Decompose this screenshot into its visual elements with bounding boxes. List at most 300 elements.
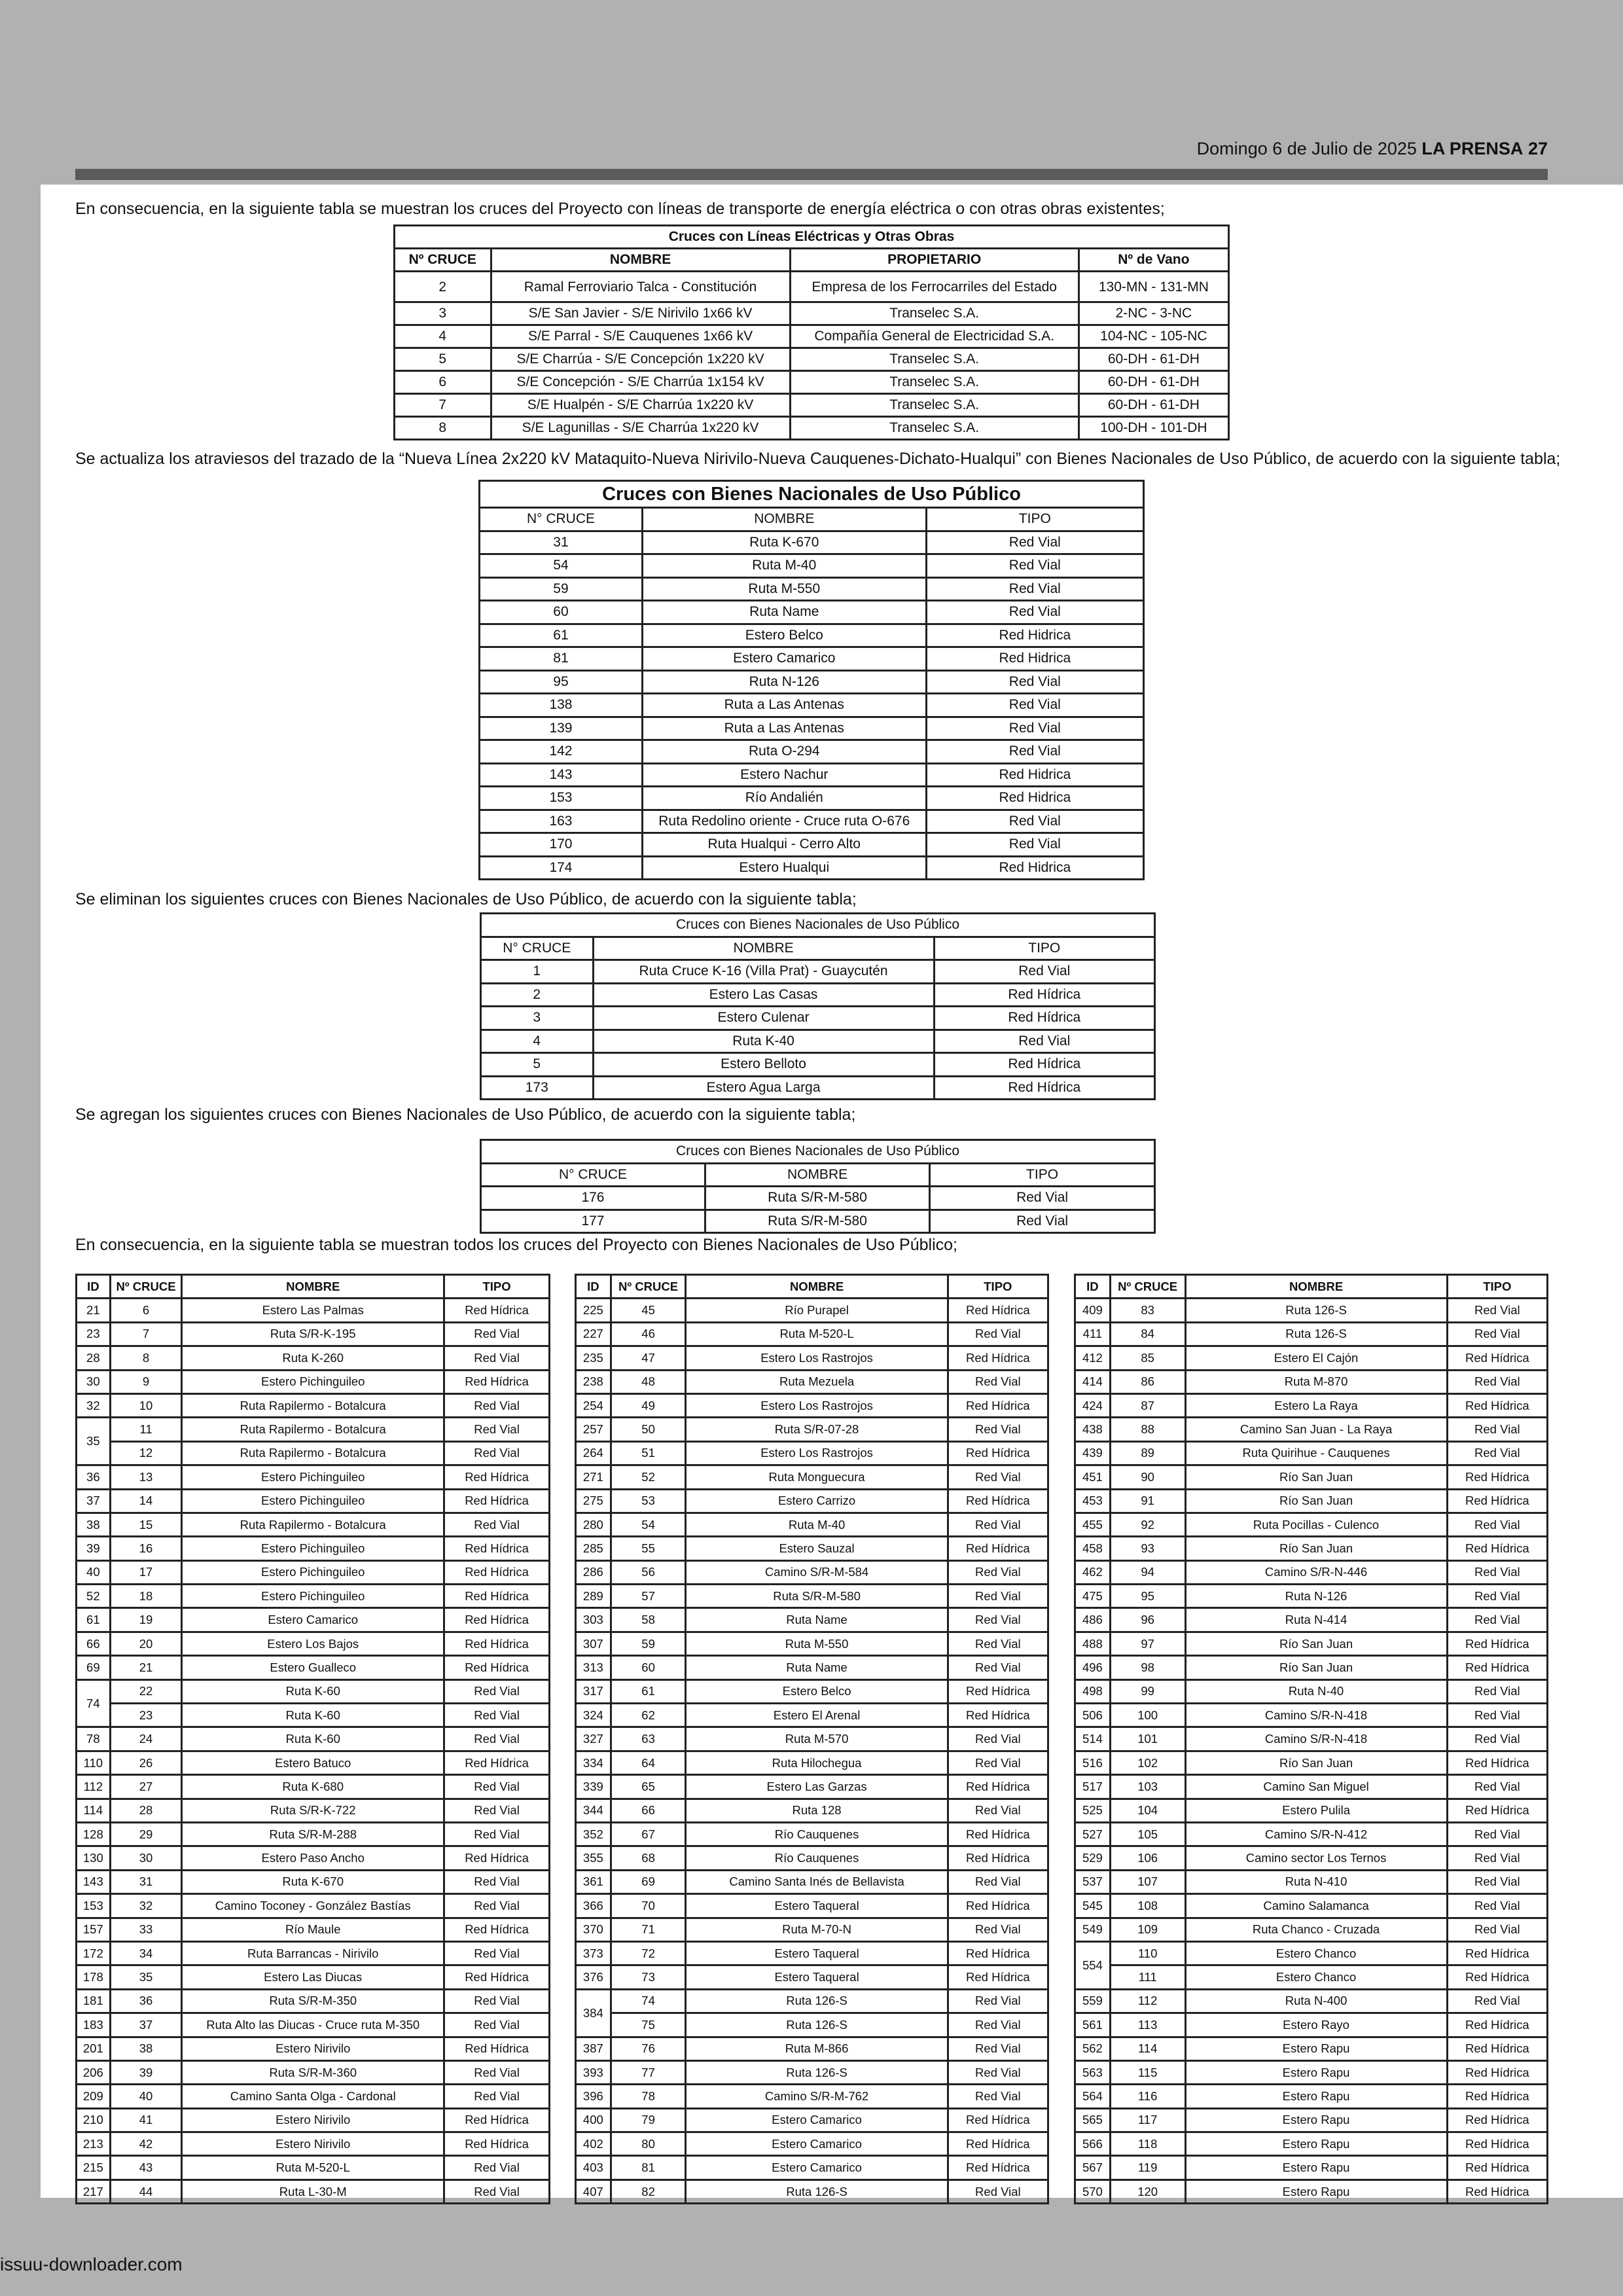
table-cell: Red Hidrica xyxy=(926,624,1143,647)
table-cell: Red Vial xyxy=(948,2013,1048,2037)
table-row xyxy=(480,670,1144,694)
table-cell: 43 xyxy=(110,2156,182,2179)
table-cell: 56 xyxy=(611,1560,686,1584)
table-cell: Red Hídrica xyxy=(444,1632,550,1655)
header-paper: LA PRENSA xyxy=(1421,139,1524,158)
table-cell: 17 xyxy=(110,1560,182,1584)
table-row xyxy=(77,1393,550,1417)
table-cell: 128 xyxy=(77,1822,111,1846)
table-cell: Transelec S.A. xyxy=(790,417,1079,440)
table-cell: 6 xyxy=(110,1299,182,1322)
table-cell: 5 xyxy=(395,348,491,371)
table-row xyxy=(1075,2179,1548,2203)
table-cell: Red Hidrica xyxy=(926,856,1143,880)
table-cell: Ruta N-414 xyxy=(1185,1608,1447,1632)
table-cell: 451 xyxy=(1075,1465,1111,1489)
table-cell: 139 xyxy=(480,717,643,740)
table-cell: 77 xyxy=(611,2060,686,2084)
column-header: NOMBRE xyxy=(593,937,934,960)
table-cell: Estero Las Diucas xyxy=(182,1965,444,1989)
table-cell: 257 xyxy=(576,1418,611,1441)
table-cell: 170 xyxy=(480,833,643,857)
table-cell: 72 xyxy=(611,1941,686,1965)
table-cell: 84 xyxy=(1110,1322,1185,1346)
table-cell: 57 xyxy=(611,1585,686,1608)
table-row xyxy=(1075,2060,1548,2084)
table-row xyxy=(77,1918,550,1941)
table-cell: 81 xyxy=(480,647,643,671)
table-cell: Estero Nachur xyxy=(642,763,926,787)
table-row xyxy=(77,2060,550,2084)
table-cell: 55 xyxy=(611,1537,686,1560)
table-cell: 18 xyxy=(110,1585,182,1608)
table-cell: 39 xyxy=(77,1537,111,1560)
table-row xyxy=(395,302,1229,325)
table-cell: 109 xyxy=(1110,1918,1185,1941)
table-cell: 153 xyxy=(77,1894,111,1918)
table-cell: Ruta S/R-M-288 xyxy=(182,1822,444,1846)
table-cell: 307 xyxy=(576,1632,611,1655)
table-cell: Camino S/R-N-446 xyxy=(1185,1560,1447,1584)
table-cell: Red Vial xyxy=(1447,1585,1547,1608)
table-all-crossings-part-2 xyxy=(575,1274,1049,2204)
table-cell: 529 xyxy=(1075,1846,1111,1870)
table-cell: Empresa de los Ferrocarriles del Estado xyxy=(790,272,1079,302)
table-cell: 95 xyxy=(480,670,643,694)
table-cell: Red Hídrica xyxy=(1447,1393,1547,1417)
table-removed-crossings xyxy=(480,912,1156,1100)
table-cell: 153 xyxy=(480,787,643,810)
table-row xyxy=(481,1053,1155,1077)
table-cell: 41 xyxy=(110,2108,182,2132)
table-cell: 400 xyxy=(576,2108,611,2132)
table-cell: Estero Taqueral xyxy=(686,1965,948,1989)
table-cell: Red Vial xyxy=(444,2156,550,2179)
table-cell: S/E Charrúa - S/E Concepción 1x220 kV xyxy=(491,348,790,371)
table-cell: Red Vial xyxy=(926,833,1143,857)
table-cell: Estero El Arenal xyxy=(686,1704,948,1727)
table-cell: Ruta Hilochegua xyxy=(686,1751,948,1774)
table-cell: 54 xyxy=(480,554,643,578)
table-cell: 81 xyxy=(611,2156,686,2179)
table-cell: 83 xyxy=(1110,1299,1185,1322)
table-cell: Estero Belco xyxy=(642,624,926,647)
watermark-text: issuu-downloader.com xyxy=(0,2254,183,2274)
table-cell: Red Vial xyxy=(444,1513,550,1536)
table-cell: Estero Nirivilo xyxy=(182,2037,444,2060)
table-cell: Red Hídrica xyxy=(948,1441,1048,1465)
table-row xyxy=(1075,1679,1548,1703)
table-cell: 402 xyxy=(576,2132,611,2156)
table-cell: 42 xyxy=(110,2132,182,2156)
table-cell: Red Hídrica xyxy=(948,1679,1048,1703)
table-row xyxy=(576,1870,1048,1893)
table-cell: 516 xyxy=(1075,1751,1111,1774)
table-cell: 514 xyxy=(1075,1727,1111,1751)
table-cell: Red Vial xyxy=(1447,1846,1547,1870)
table-cell: 97 xyxy=(1110,1632,1185,1655)
table-cell: Camino S/R-N-412 xyxy=(1185,1822,1447,1846)
table-cell: Ruta 126-S xyxy=(1185,1322,1447,1346)
table-cell: 384 xyxy=(576,1989,611,2037)
table-cell: Estero La Raya xyxy=(1185,1393,1447,1417)
table-cell: Red Hídrica xyxy=(444,1489,550,1513)
table-cell: Ruta S/R-07-28 xyxy=(686,1418,948,1441)
table-cell: Estero Los Rastrojos xyxy=(686,1393,948,1417)
table-cell: Red Hídrica xyxy=(934,1053,1154,1077)
table-cell: Ruta Mezuela xyxy=(686,1370,948,1393)
table-cell: 366 xyxy=(576,1894,611,1918)
table-cell: Red Hidrica xyxy=(926,787,1143,810)
table-cell: Red Hidrica xyxy=(926,647,1143,671)
table-cell: 411 xyxy=(1075,1322,1111,1346)
table-cell: 24 xyxy=(110,1727,182,1751)
table-cell: Red Vial xyxy=(1447,1370,1547,1393)
table-cell: Estero Belco xyxy=(686,1679,948,1703)
table-cell: Ruta M-550 xyxy=(642,577,926,601)
table-cell: 209 xyxy=(77,2085,111,2108)
table-row xyxy=(576,1704,1048,1727)
table-cell: 39 xyxy=(110,2060,182,2084)
table-cell: 19 xyxy=(110,1608,182,1632)
table-row xyxy=(77,2085,550,2108)
table-cell: 90 xyxy=(1110,1465,1185,1489)
table-cell: Red Vial xyxy=(1447,1679,1547,1703)
table-cell: 87 xyxy=(1110,1393,1185,1417)
table-cell: Estero Rapu xyxy=(1185,2156,1447,2179)
table-cell: Estero Nirivilo xyxy=(182,2108,444,2132)
table-cell: 138 xyxy=(480,694,643,717)
table-cell: Estero Las Palmas xyxy=(182,1299,444,1322)
table-cell: Red Hídrica xyxy=(444,2108,550,2132)
table-cell: 36 xyxy=(110,1989,182,2013)
table-cell: Estero Sauzal xyxy=(686,1537,948,1560)
table-row xyxy=(77,1370,550,1393)
table-cell: Ruta a Las Antenas xyxy=(642,694,926,717)
table-row xyxy=(576,1894,1048,1918)
table-cell: Ruta Hualqui - Cerro Alto xyxy=(642,833,926,857)
table-cell: Red Vial xyxy=(948,1370,1048,1393)
column-header: Nº CRUCE xyxy=(611,1275,686,1299)
table-row xyxy=(481,960,1155,984)
table-row xyxy=(77,2108,550,2132)
table-cell: Ruta M-570 xyxy=(686,1727,948,1751)
table-cell: Red Vial xyxy=(1447,1822,1547,1846)
table-cell: 40 xyxy=(77,1560,111,1584)
table-row xyxy=(77,1894,550,1918)
column-header: N° CRUCE xyxy=(480,508,643,531)
table-cell: Compañía General de Electricidad S.A. xyxy=(790,325,1079,348)
table-cell: Red Hídrica xyxy=(948,1489,1048,1513)
table-cell: Red Hídrica xyxy=(948,2156,1048,2179)
table-row xyxy=(77,1560,550,1584)
column-header: NOMBRE xyxy=(686,1275,948,1299)
table-cell: Transelec S.A. xyxy=(790,302,1079,325)
table-cell: 21 xyxy=(110,1656,182,1679)
table-cell: 61 xyxy=(480,624,643,647)
table-cell: 10 xyxy=(110,1393,182,1417)
header-date: Domingo 6 de Julio de 2025 xyxy=(1196,139,1417,158)
table-cell: Red Hídrica xyxy=(1447,2108,1547,2132)
table-cell: Estero Pichinguileo xyxy=(182,1560,444,1584)
table-cell: Red Vial xyxy=(948,2060,1048,2084)
table-cell: Red Hídrica xyxy=(444,1846,550,1870)
table-cell: S/E Concepción - S/E Charrúa 1x154 kV xyxy=(491,371,790,394)
table-cell: Red Hídrica xyxy=(1447,2132,1547,2156)
table-cell: 32 xyxy=(77,1393,111,1417)
table-row xyxy=(395,371,1229,394)
table-cell: Red Vial xyxy=(926,554,1143,578)
table-cell: 143 xyxy=(77,1870,111,1893)
table-cell: Red Vial xyxy=(444,2013,550,2037)
table-cell: Estero Hualqui xyxy=(642,856,926,880)
table-row xyxy=(481,983,1155,1007)
header-page-number: 27 xyxy=(1527,139,1548,158)
table-cell: 439 xyxy=(1075,1441,1111,1465)
table-cell: Red Vial xyxy=(444,1346,550,1370)
table-cell: 49 xyxy=(611,1393,686,1417)
table-row xyxy=(576,1965,1048,1989)
column-header: ID xyxy=(576,1275,611,1299)
table-cell: Ruta Name xyxy=(642,601,926,624)
table-cell: 34 xyxy=(110,1941,182,1965)
table-cell: S/E Hualpén - S/E Charrúa 1x220 kV xyxy=(491,394,790,417)
table-cell: Red Vial xyxy=(948,1560,1048,1584)
table-cell: Red Vial xyxy=(444,1822,550,1846)
table-cell: 562 xyxy=(1075,2037,1111,2060)
table-row xyxy=(480,787,1144,810)
table-cell: 438 xyxy=(1075,1418,1111,1441)
table-row xyxy=(1075,1632,1548,1655)
table-row xyxy=(1075,1322,1548,1346)
table-cell: Camino S/R-M-584 xyxy=(686,1560,948,1584)
table-cell: 215 xyxy=(77,2156,111,2179)
table-cell: Ruta a Las Antenas xyxy=(642,717,926,740)
table-row xyxy=(481,1187,1155,1210)
table-cell: 498 xyxy=(1075,1679,1111,1703)
table-cell: Red Hídrica xyxy=(444,1918,550,1941)
table-cell: Red Vial xyxy=(1447,1322,1547,1346)
table-cell: 181 xyxy=(77,1989,111,2013)
table-title: Cruces con Bienes Nacionales de Uso Público xyxy=(481,1140,1155,1164)
table-cell: Estero Agua Larga xyxy=(593,1076,934,1100)
table-row xyxy=(576,1322,1048,1346)
table-row xyxy=(77,1537,550,1560)
table-row xyxy=(1075,1846,1548,1870)
table-row xyxy=(77,1989,550,2013)
table-cell: 32 xyxy=(110,1894,182,1918)
table-row xyxy=(77,1751,550,1774)
table-cell: 112 xyxy=(77,1775,111,1799)
table-cell: Red Hídrica xyxy=(444,1537,550,1560)
table-cell: 89 xyxy=(1110,1441,1185,1465)
column-header: PROPIETARIO xyxy=(790,249,1079,272)
table-cell: 119 xyxy=(1110,2156,1185,2179)
table-cell: 6 xyxy=(395,371,491,394)
table-cell: Ramal Ferroviario Talca - Constitución xyxy=(491,272,790,302)
table-cell: Estero Rapu xyxy=(1185,2132,1447,2156)
table-cell: Ruta K-60 xyxy=(182,1679,444,1703)
paragraph-4: Se agregan los siguientes cruces con Bienes Nacionales de Uso Público, de acuerdo con la siguiente tabla; xyxy=(75,1105,856,1124)
table-cell: Red Vial xyxy=(926,670,1143,694)
table-row xyxy=(576,2179,1048,2203)
table-cell: 96 xyxy=(1110,1608,1185,1632)
table-cell: 178 xyxy=(77,1965,111,1989)
column-header: TIPO xyxy=(930,1163,1155,1187)
table-cell: Ruta S/R-M-580 xyxy=(705,1187,929,1210)
table-cell: Estero Rapu xyxy=(1185,2085,1447,2108)
table-cell: Ruta Chanco - Cruzada xyxy=(1185,1918,1447,1941)
table-cell: Red Hídrica xyxy=(948,1393,1048,1417)
paragraph-2: Se actualiza los atraviesos del trazado de la “Nueva Línea 2x220 kV Mataquito-Nueva Nirivilo-Nueva Cauquenes-Dichato-Hualqui” con Bienes Nacionales de Uso Público, de acuerdo con la siguiente tabla; xyxy=(75,450,1561,468)
table-cell: Red Vial xyxy=(1447,1513,1547,1536)
column-header: Nº CRUCE xyxy=(1110,1275,1185,1299)
header-rule xyxy=(75,169,1548,180)
table-row xyxy=(77,1656,550,1679)
table-cell: Ruta Cruce K-16 (Villa Prat) - Guaycutén xyxy=(593,960,934,984)
table-row xyxy=(576,1441,1048,1465)
table-cell: 486 xyxy=(1075,1608,1111,1632)
table-cell: 100-DH - 101-DH xyxy=(1079,417,1228,440)
table-row xyxy=(481,1030,1155,1053)
table-cell: 143 xyxy=(480,763,643,787)
table-cell: Ruta Name xyxy=(686,1656,948,1679)
table-cell: Red Hídrica xyxy=(948,1299,1048,1322)
table-row xyxy=(576,1346,1048,1370)
table-cell: 110 xyxy=(77,1751,111,1774)
table-cell: Ruta M-870 xyxy=(1185,1370,1447,1393)
table-cell: 44 xyxy=(110,2179,182,2203)
table-row xyxy=(395,417,1229,440)
table-cell: 60-DH - 61-DH xyxy=(1079,371,1228,394)
table-cell: Camino Toconey - González Bastías xyxy=(182,1894,444,1918)
table-cell: 213 xyxy=(77,2132,111,2156)
table-row xyxy=(77,1441,550,1465)
table-row xyxy=(1075,1560,1548,1584)
table-cell: 118 xyxy=(1110,2132,1185,2156)
table-row xyxy=(480,740,1144,764)
table-cell: Ruta Rapilermo - Botalcura xyxy=(182,1441,444,1465)
table-cell: 48 xyxy=(611,1370,686,1393)
table-cell: Red Hídrica xyxy=(444,1656,550,1679)
table-cell: Ruta N-40 xyxy=(1185,1679,1447,1703)
table-cell: Estero Rapu xyxy=(1185,2108,1447,2132)
table-row xyxy=(481,1076,1155,1100)
table-cell: 564 xyxy=(1075,2085,1111,2108)
table-cell: 387 xyxy=(576,2037,611,2060)
table-cell: 110 xyxy=(1110,1941,1185,1965)
table-cell: 554 xyxy=(1075,1941,1111,1989)
table-row xyxy=(576,1989,1048,2013)
table-cell: Red Hídrica xyxy=(1447,2060,1547,2084)
table-cell: 74 xyxy=(611,1989,686,2013)
table-all-crossings-part-3 xyxy=(1074,1274,1548,2204)
table-cell: Red Hídrica xyxy=(1447,1465,1547,1489)
table-cell: 271 xyxy=(576,1465,611,1489)
table-cell: 324 xyxy=(576,1704,611,1727)
table-cell: 38 xyxy=(110,2037,182,2060)
table-cell: Red Vial xyxy=(948,1751,1048,1774)
table-row xyxy=(77,2037,550,2060)
table-row xyxy=(480,763,1144,787)
table-cell: 47 xyxy=(611,1346,686,1370)
table-cell: 52 xyxy=(77,1585,111,1608)
table-cell: S/E San Javier - S/E Nirivilo 1x66 kV xyxy=(491,302,790,325)
table-cell: 235 xyxy=(576,1346,611,1370)
table-cell: Río Maule xyxy=(182,1918,444,1941)
table-cell: 12 xyxy=(110,1441,182,1465)
table-cell: Red Vial xyxy=(444,1989,550,2013)
table-cell: 37 xyxy=(77,1489,111,1513)
table-cell: Estero Rayo xyxy=(1185,2013,1447,2037)
table-row xyxy=(576,1513,1048,1536)
table-cell: 31 xyxy=(480,531,643,554)
table-row xyxy=(576,1775,1048,1799)
table-cell: Camino Santa Inés de Bellavista xyxy=(686,1870,948,1893)
table-row xyxy=(576,1299,1048,1322)
table-cell: 21 xyxy=(77,1299,111,1322)
table-cell: 173 xyxy=(481,1076,594,1100)
page-header xyxy=(75,139,1548,165)
table-row xyxy=(77,2156,550,2179)
column-header: N° CRUCE xyxy=(481,937,594,960)
table-cell: 114 xyxy=(77,1799,111,1822)
column-header: Nº de Vano xyxy=(1079,249,1228,272)
table-cell: 396 xyxy=(576,2085,611,2108)
table-cell: Red Hídrica xyxy=(444,1751,550,1774)
table-cell: Red Hídrica xyxy=(948,2108,1048,2132)
table-cell: 176 xyxy=(481,1187,705,1210)
table-cell: 60-DH - 61-DH xyxy=(1079,394,1228,417)
table-cell: Red Hídrica xyxy=(948,1346,1048,1370)
table-cell: 8 xyxy=(110,1346,182,1370)
column-header: TIPO xyxy=(444,1275,550,1299)
table-cell: Río Cauquenes xyxy=(686,1846,948,1870)
table-row xyxy=(1075,1441,1548,1465)
table-cell: 334 xyxy=(576,1751,611,1774)
table-cell: Red Hídrica xyxy=(1447,1346,1547,1370)
table-row xyxy=(576,1608,1048,1632)
table-row xyxy=(480,856,1144,880)
table-cell: Red Vial xyxy=(948,1608,1048,1632)
table-cell: Estero Pulila xyxy=(1185,1799,1447,1822)
table-row xyxy=(576,1560,1048,1584)
table-cell: 7 xyxy=(395,394,491,417)
column-header: NOMBRE xyxy=(705,1163,929,1187)
table-cell: 108 xyxy=(1110,1894,1185,1918)
table-cell: Ruta M-70-N xyxy=(686,1918,948,1941)
table-cell: 3 xyxy=(481,1007,594,1030)
table-cell: 38 xyxy=(77,1513,111,1536)
table-row xyxy=(480,833,1144,857)
table-row xyxy=(77,2013,550,2037)
table-row xyxy=(77,1941,550,1965)
table-cell: 104 xyxy=(1110,1799,1185,1822)
table-row xyxy=(395,394,1229,417)
table-cell: 64 xyxy=(611,1751,686,1774)
table-cell: Ruta M-550 xyxy=(686,1632,948,1655)
table-cell: Red Hídrica xyxy=(948,1941,1048,1965)
table-cell: 13 xyxy=(110,1465,182,1489)
column-header: Nº CRUCE xyxy=(110,1275,182,1299)
table-cell: 517 xyxy=(1075,1775,1111,1799)
table-cell: 26 xyxy=(110,1751,182,1774)
table-cell: 14 xyxy=(110,1489,182,1513)
table-cell: Red Vial xyxy=(444,2179,550,2203)
table-cell: 393 xyxy=(576,2060,611,2084)
table-cell: 99 xyxy=(1110,1679,1185,1703)
table-cell: S/E Parral - S/E Cauquenes 1x66 kV xyxy=(491,325,790,348)
